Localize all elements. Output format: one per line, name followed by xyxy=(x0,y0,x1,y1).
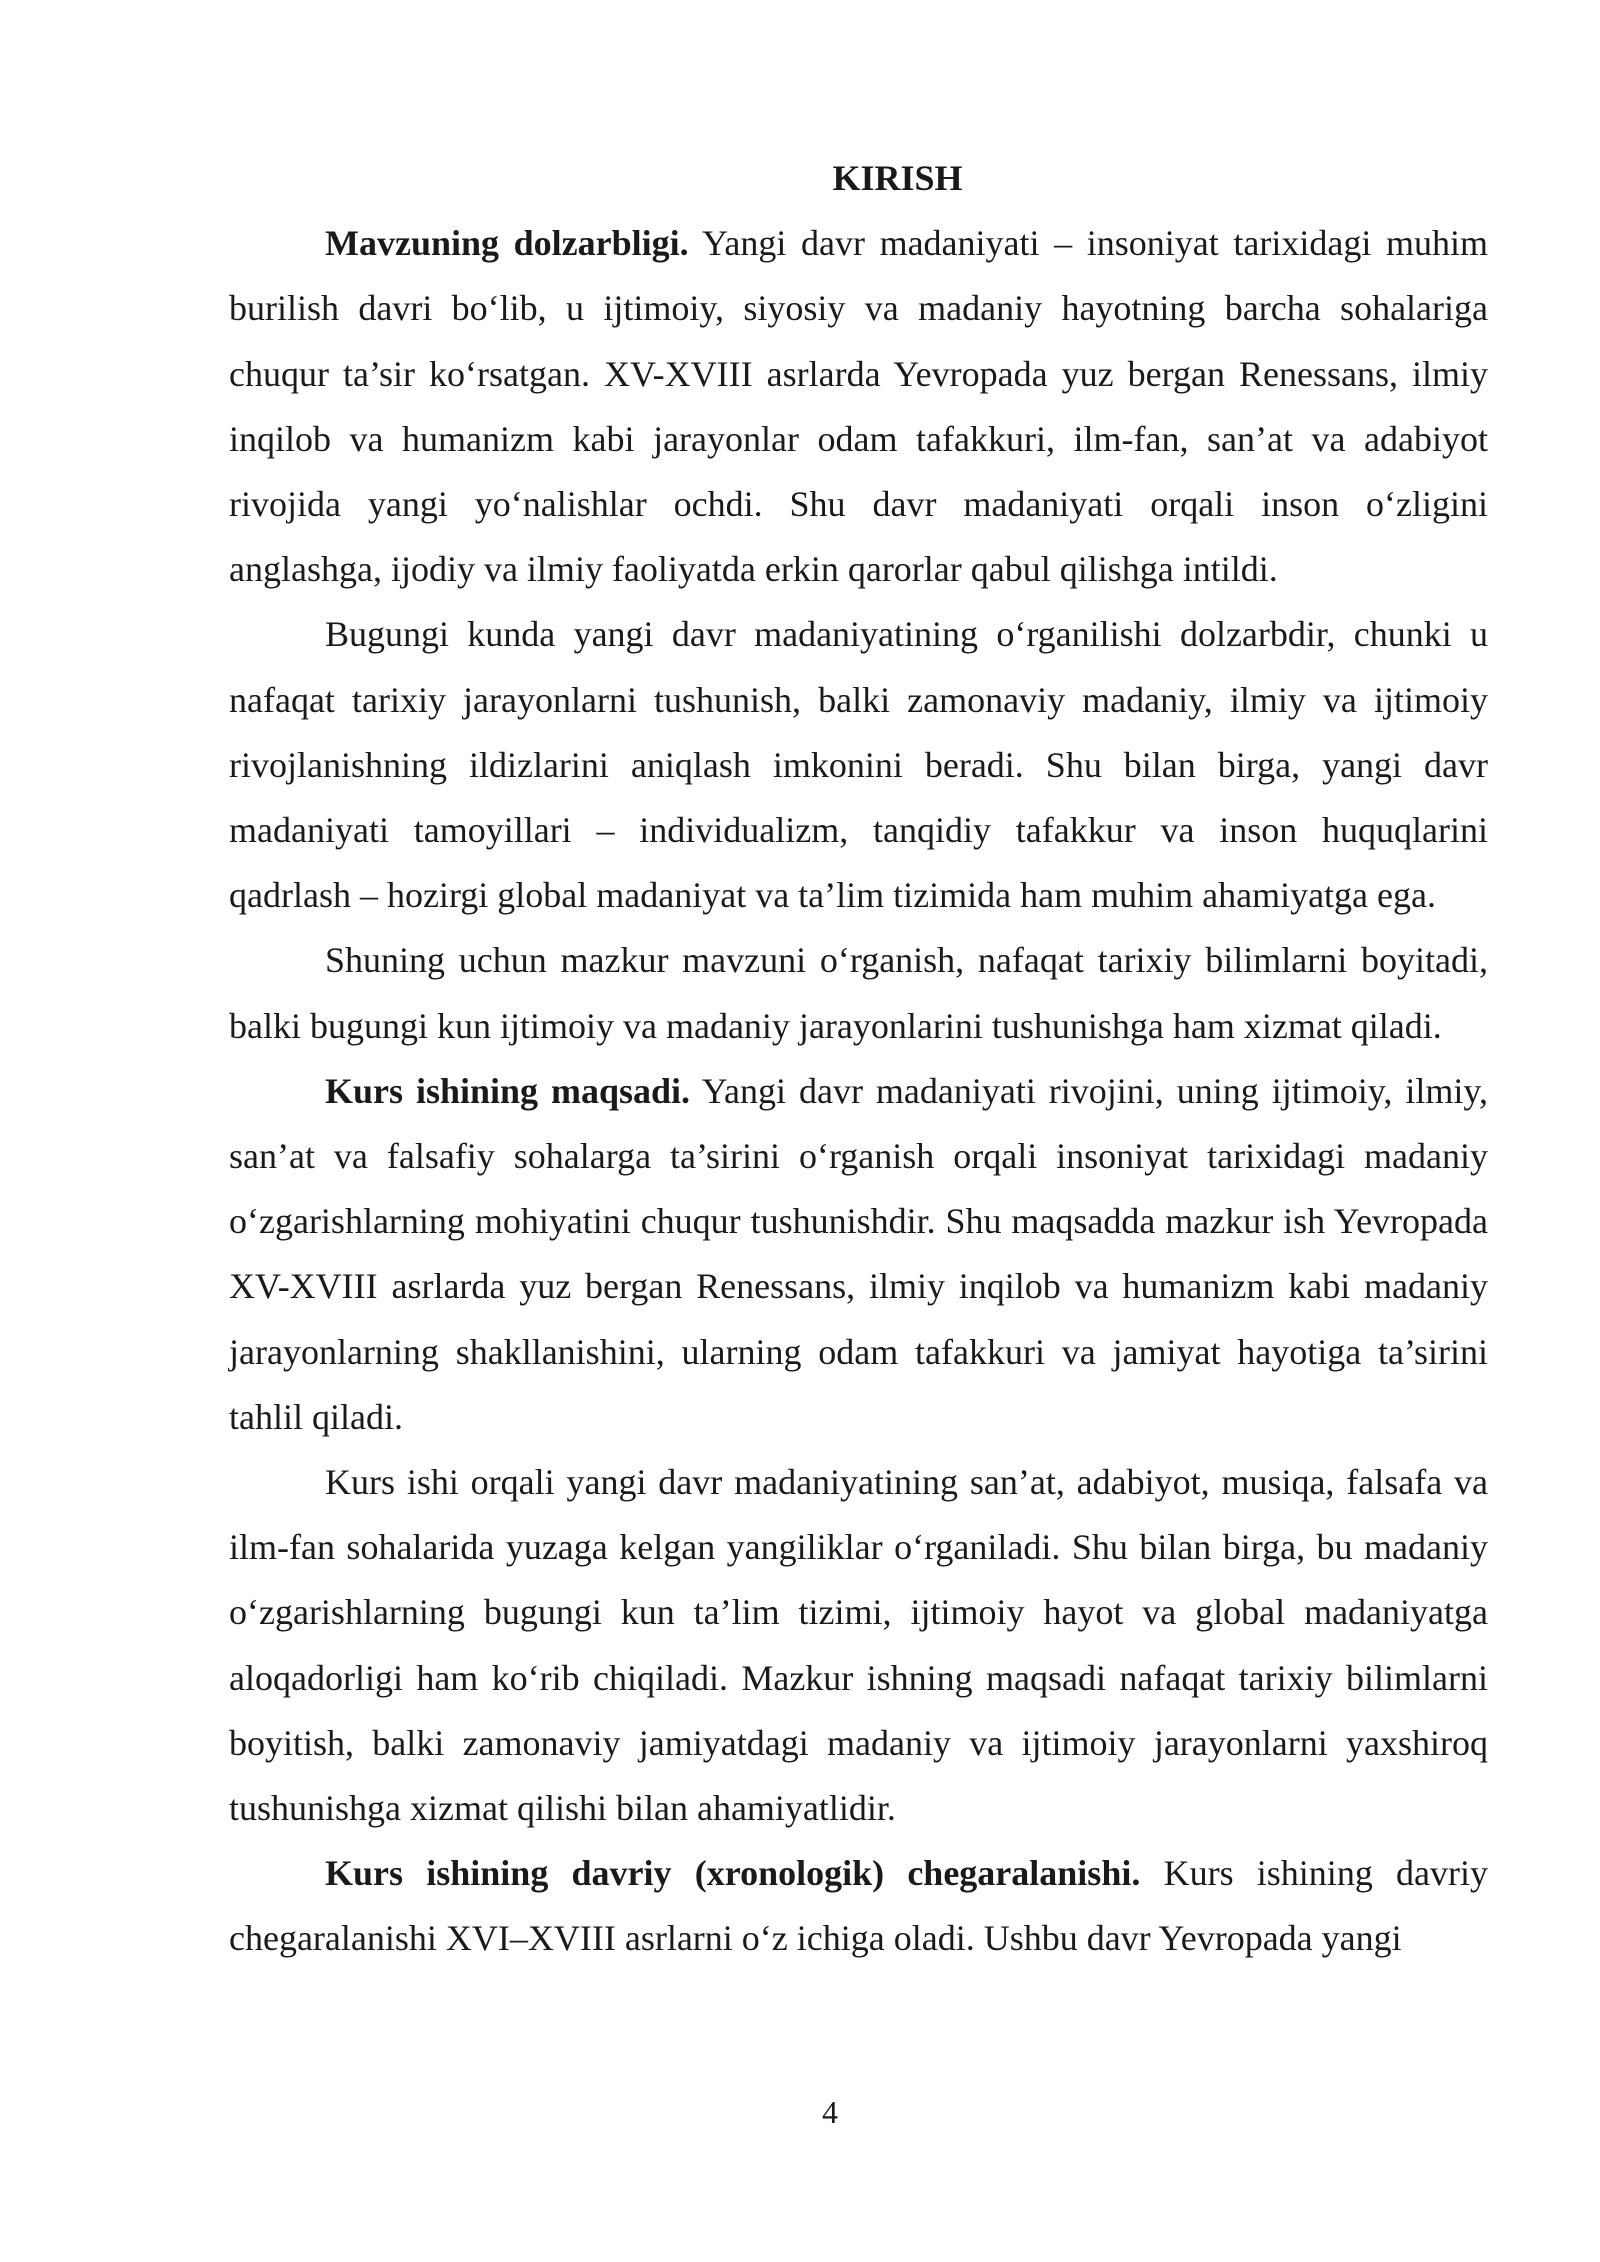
paragraph-lead: Mavzuning dolzarbligi. xyxy=(325,223,689,264)
paragraph-text: Kurs ishi orqali yangi davr madaniyatining san’at, adabiyot, musiqa, falsafa va ilm-fan sohalarida yuzaga kelgan yangiliklar o‘rganiladi. Shu bilan birga, bu madaniy o‘zgarishlarning bugungi kun ta’lim tizimi, ijtimoiy hayot va global madaniyatga aloqadorligi ham ko‘rib chiqiladi. Mazkur ishning maqsadi nafaqat tarixiy bilimlarni boyitish, balki zamonaviy jamiyatdagi madaniy va ijtimoiy jarayonlarni yaxshiroq tushunishga xizmat qilishi bilan ahamiyatlidir. xyxy=(229,1462,1488,1829)
paragraph-text: Shuning uchun mazkur mavzuni o‘rganish, nafaqat tarixiy bilimlarni boyitadi, balki bugungi kun ijtimoiy va madaniy jarayonlarini tushunishga ham xizmat qiladi. xyxy=(229,940,1488,1046)
paragraph-lead: Kurs ishining maqsadi. xyxy=(325,1070,691,1111)
page-content xyxy=(229,146,1488,1972)
paragraph-relevance xyxy=(229,211,1488,602)
paragraph-chronology xyxy=(229,1841,1488,1971)
paragraph-text: Yangi davr madaniyati rivojini, uning ijtimoiy, ilmiy, san’at va falsafiy sohalarga ta’sirini o‘rganish orqali insoniyat tarixidagi madaniy o‘zgarishlarning mohiyatini chuqur tushunishdir. Shu maqsadda mazkur ish Yevropada XV-XVIII asrlarda yuz bergan Renessans, ilmiy inqilob va humanizm kabi madaniy jarayonlarning shakllanishini, ularning odam tafakkuri va jamiyat hayotiga ta’sirini tahlil qiladi. xyxy=(229,1070,1488,1437)
paragraph-text: Kurs ishining davriy chegaralanishi XVI–XVIII asrlarni o‘z ichiga oladi. Ushbu davr Yevropada yangi xyxy=(229,1853,1489,1959)
paragraph-goal xyxy=(229,1059,1488,1450)
paragraph-text: Yangi davr madaniyati – insoniyat tarixidagi muhim burilish davri bo‘lib, u ijtimoiy, siyosiy va madaniy hayotning barcha sohalariga chuqur ta’sir ko‘rsatgan. XV-XVIII asrlarda Yevropada yuz bergan Renessans, ilmiy inqilob va humanizm kabi jarayonlar odam tafakkuri, ilm-fan, san’at va adabiyot rivojida yangi yo‘nalishlar ochdi. Shu davr madaniyati orqali inson o‘zligini anglashga, ijodiy va ilmiy faoliyatda erkin qarorlar qabul qilishga intildi. xyxy=(229,223,1489,590)
paragraph-today xyxy=(229,602,1488,928)
page-number: 4 xyxy=(822,2094,838,2130)
paragraph-lead: Kurs ishining davriy (xronologik) chegaralanishi. xyxy=(325,1853,1141,1894)
paragraph-course-work xyxy=(229,1450,1488,1841)
paragraph-therefore xyxy=(229,928,1488,1058)
section-heading: KIRISH xyxy=(832,158,963,198)
paragraph-text: Bugungi kunda yangi davr madaniyatining o‘rganilishi dolzarbdir, chunki u nafaqat tarixiy jarayonlarni tushunish, balki zamonaviy madaniy, ilmiy va ijtimoiy rivojlanishning ildizlarini aniqlash imkonini beradi. Shu bilan birga, yangi davr madaniyati tamoyillari – individualizm, tanqidiy tafakkur va inson huquqlarini qadrlash – hozirgi global madaniyat va ta’lim tizimida ham muhim ahamiyatga ega. xyxy=(229,614,1488,916)
